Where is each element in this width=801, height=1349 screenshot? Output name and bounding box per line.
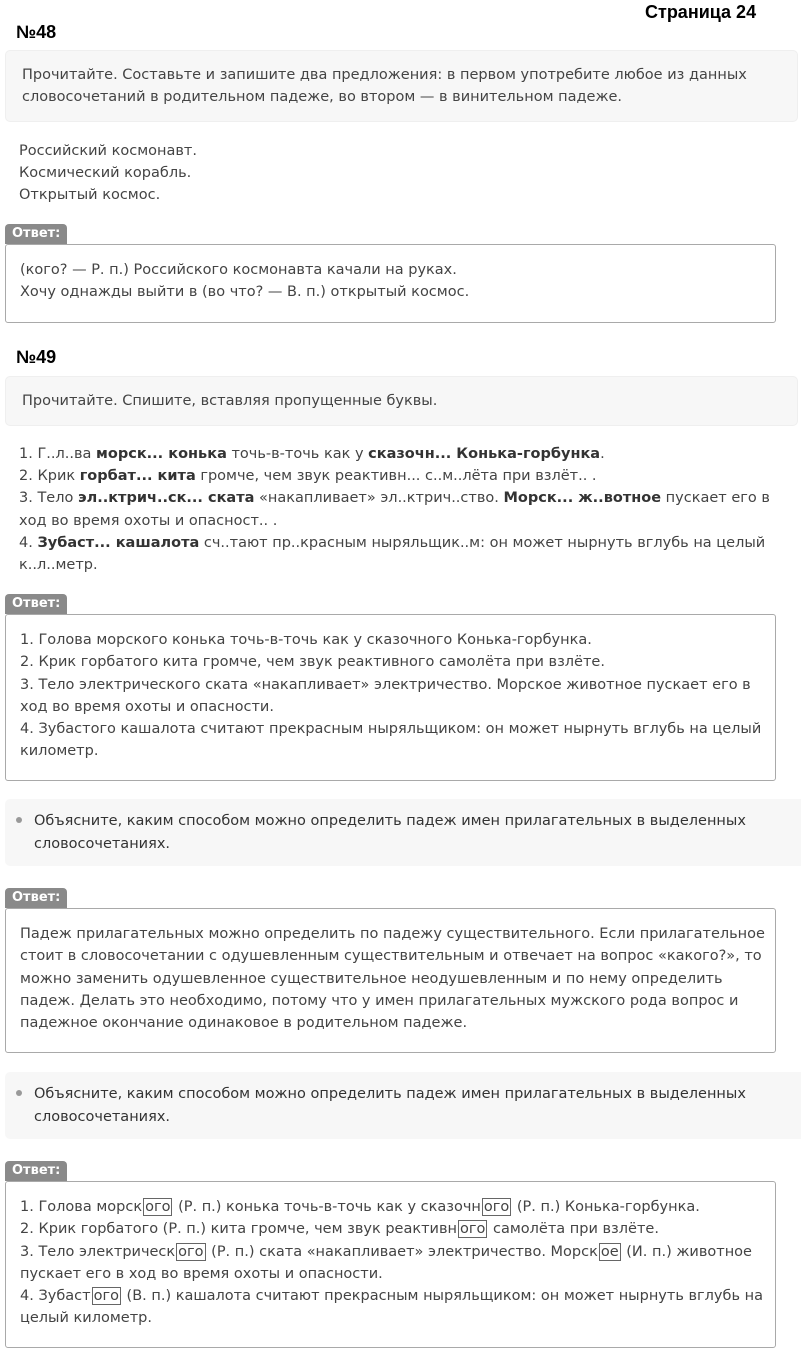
answer-2 [5, 1181, 776, 1348]
page-number: Страница 24 [645, 2, 757, 22]
answer-line: 4. Зубаст ого (В. п.) кашалота считают прекрасным ныряльщиком: он может нырнуть вглубь на целый километр. [20, 1288, 763, 1327]
question-2 [5, 1072, 801, 1139]
text-line-4: 4. Зубаст... кашалота сч..тают пр..красным ныряльщик..м: он может нырнуть вглубь на целый к..л..метр. [19, 534, 766, 574]
answer-line: 2. Крик горбатого (Р. п.) кита громче, чем звук реактивн ого самолёта при взлёте. [20, 1221, 659, 1238]
phrase-1: Российский космонавт. [19, 143, 197, 159]
bullet-icon [16, 817, 22, 823]
answer-label: Ответ: [5, 888, 67, 908]
question-text: Объясните, каким способом можно определить падеж имен прилагательных в выделенных словосочетаниях. [34, 1086, 746, 1125]
bullet-icon [16, 1090, 22, 1096]
task-49-instruction: Прочитайте. Спишите, вставляя пропущенные буквы. [5, 376, 798, 426]
ending-highlight: ого [93, 1288, 119, 1305]
phrase-3: Открытый космос. [19, 187, 161, 204]
task-48-instruction: Прочитайте. Составьте и запишите два предложения: в первом употребите любое из данных словосочетаний в родительном падеже, во втором — в винительном падеже. [5, 50, 798, 122]
text-line-1: 1. Г..л..ва морск... конька точь-в-точь как у сказочн... Конька-горбунка. [19, 446, 605, 462]
ending-highlight: ого [460, 1221, 486, 1238]
task-49-text [19, 443, 789, 576]
task-48-answer [5, 244, 776, 323]
ending-highlight: ое [600, 1243, 619, 1260]
answer-line: Хочу однажды выйти в (во что? — В. п.) открытый космос. [20, 284, 470, 301]
task-48-phrases [19, 140, 789, 207]
text-line-3: 3. Тело эл..ктрич..ск... ската «накапливает» эл..ктрич..ство. Морск... ж..вотное пускает его в ход во время охоты и опасност.. . [19, 490, 770, 529]
text-line-2: 2. Крик горбат... кита громче, чем звук реактивн... с..м..лёта при взлёт.. . [19, 468, 597, 485]
answer-line: 1. Голова морск ого (Р. п.) конька точь-в-точь как у сказочн ого (Р. п.) Конька-горбунка. [20, 1199, 700, 1215]
task-49-answer [5, 614, 776, 781]
answer-label: Ответ: [5, 224, 67, 244]
question-text: Объясните, каким способом можно определить падеж имен прилагательных в выделенных словосочетаниях. [34, 813, 746, 852]
answer-line: 1. Голова морского конька точь-в-точь как у сказочного Конька-горбунка. [20, 632, 592, 648]
answer-text: Падеж прилагательных можно определить по падежу существительного. Если прилагательное стоит в словосочетании с одушевленным существительным и отвечает на вопрос «какого?», то можно заменить одушевленное существительное неодушевленным и по нему определить падеж. Делать это необходимо, потому что у имен прилагательных мужского рода вопрос и падежное окончание одинаковое в родительном падеже. [20, 926, 765, 1032]
answer-line: (кого? — Р. п.) Российского космонавта качали на руках. [20, 262, 457, 278]
question-1 [5, 799, 801, 866]
answer-label: Ответ: [5, 594, 67, 614]
task-49-number: №49 [16, 347, 57, 367]
ending-highlight: ого [178, 1243, 204, 1260]
ending-highlight: ого [483, 1199, 510, 1215]
ending-highlight: ого [145, 1199, 171, 1215]
answer-line: 4. Зубастого кашалота считают прекрасным ныряльщиком: он может нырнуть вглубь на целый километр. [20, 721, 762, 760]
answer-line: 3. Тело электрическ ого (Р. п.) ската «накапливает» электричество. Морск ое (И. п.) животное пускает его в ход во время охоты и опасности. [20, 1243, 752, 1282]
phrase-2: Космический корабль. [19, 165, 192, 182]
answer-line: 2. Крик горбатого кита громче, чем звук реактивного самолёта при взлёте. [20, 654, 605, 671]
task-48-number: №48 [16, 22, 57, 42]
answer-line: 3. Тело электрического ската «накапливает» электричество. Морское животное пускает его в ход во время охоты и опасности. [20, 676, 751, 715]
answer-1 [5, 908, 776, 1053]
answer-label: Ответ: [5, 1161, 67, 1181]
